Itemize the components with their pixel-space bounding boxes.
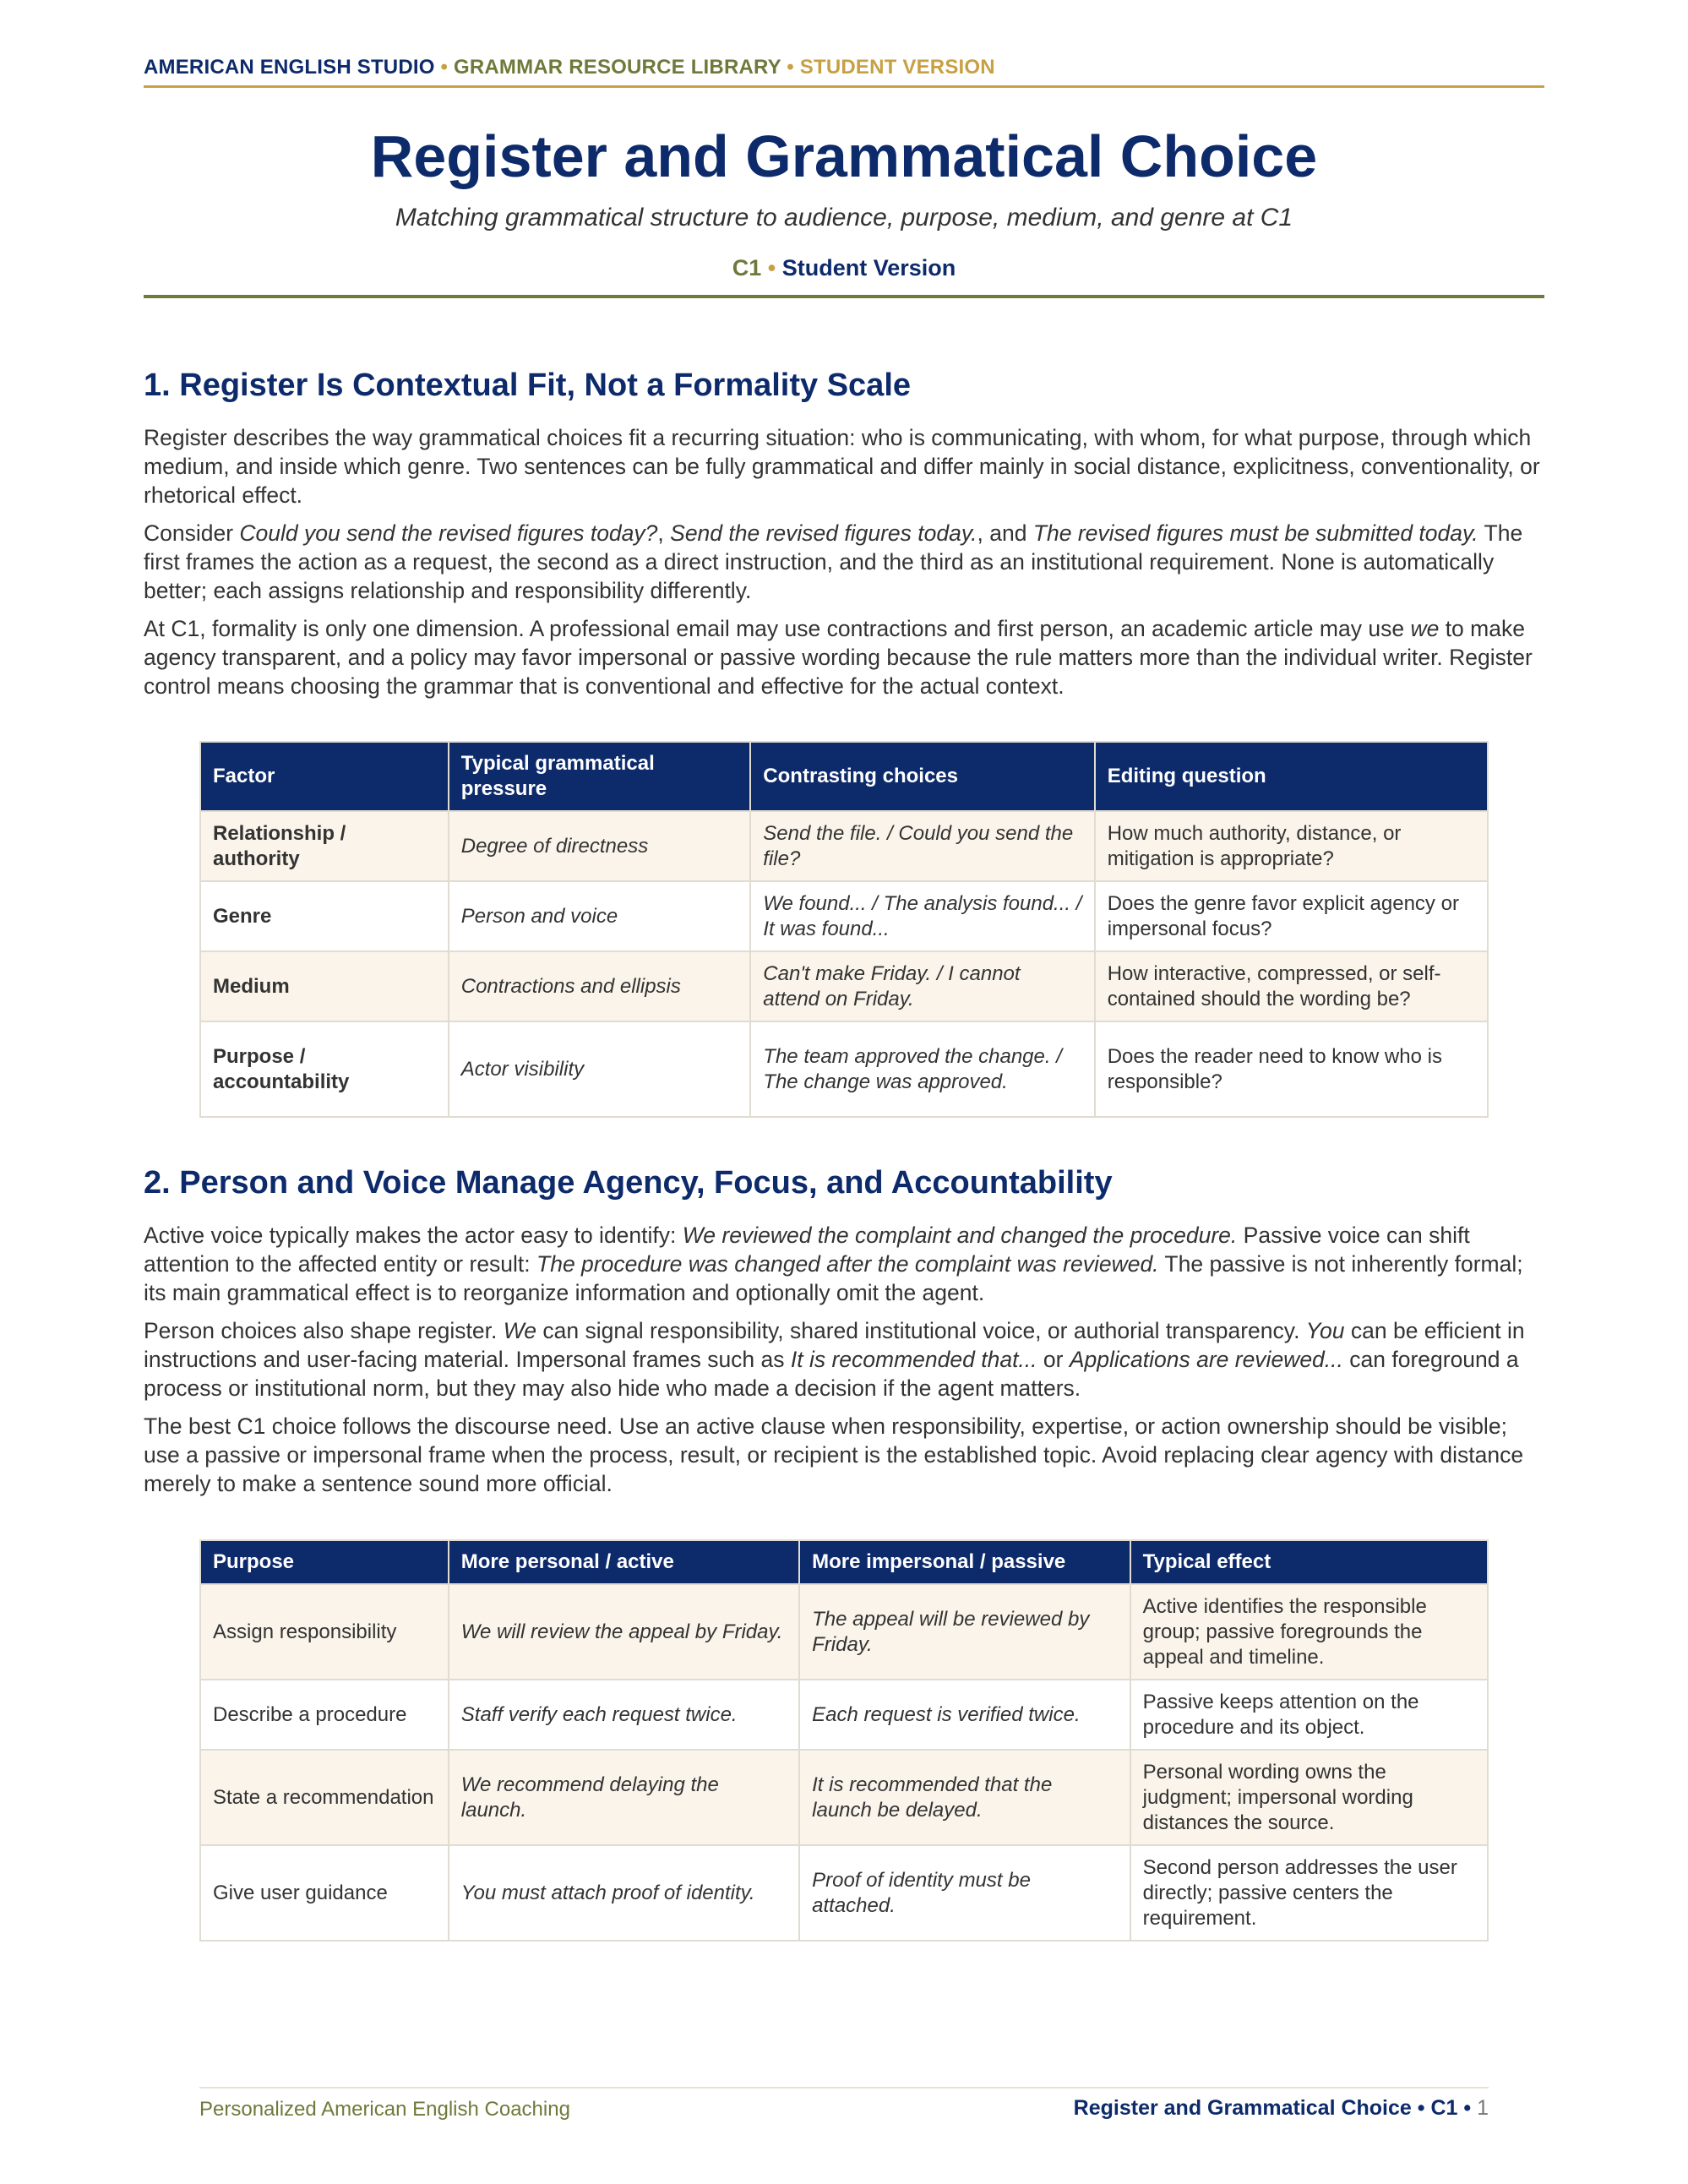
section-2 (144, 1164, 1544, 1507)
text-run: The passive is not inherently formal; its main grammatical effect is to reorganize information and optionally omit the agent. (144, 1250, 1523, 1305)
table-cell: The appeal will be reviewed by Friday. (799, 1584, 1130, 1680)
example-sentence: It is recommended that... (790, 1346, 1037, 1372)
column-header: Typical effect (1130, 1540, 1488, 1584)
table-row (200, 881, 1488, 951)
table-cell: Does the genre favor explicit agency or impersonal focus? (1095, 881, 1488, 951)
table-cell: Does the reader need to know who is responsible? (1095, 1021, 1488, 1117)
table-cell: Degree of directness (449, 811, 751, 881)
text-run: can be efficient in instructions and user-facing material. Impersonal frames such as (144, 1317, 1525, 1372)
example-sentence: The procedure was changed after the complaint was reviewed. (536, 1250, 1159, 1277)
person-voice-table (199, 1539, 1489, 1942)
section-2-heading: 2. Person and Voice Manage Agency, Focus, and Accountability (144, 1165, 1113, 1201)
text-run: can foreground a process or institutional norm, but they may also hide who made a decision if the agent matters. (144, 1346, 1519, 1401)
title-divider (144, 295, 1544, 298)
register-factors-table (199, 741, 1489, 1118)
table-row (200, 1750, 1488, 1845)
table-cell: How much authority, distance, or mitigation is appropriate? (1095, 811, 1488, 881)
table-cell: Contractions and ellipsis (449, 951, 751, 1021)
table-cell: It is recommended that the launch be delayed. (799, 1750, 1130, 1845)
table-row (200, 1021, 1488, 1117)
example-sentence: The revised figures must be submitted today. (1032, 520, 1478, 546)
text-run: can signal responsibility, shared institutional voice, or authorial transparency. (536, 1317, 1306, 1343)
brand-header (144, 56, 995, 79)
table-cell: State a recommendation (200, 1750, 449, 1845)
text-run: Person choices also shape register. (144, 1317, 504, 1343)
level-separator: • (761, 255, 782, 280)
page-number: 1 (1477, 2096, 1489, 2120)
footer-coaching-label: Personalized American English Coaching (199, 2098, 570, 2121)
table-cell: Relationship / authority (200, 811, 449, 881)
section-1-heading: 1. Register Is Contextual Fit, Not a Formality Scale (144, 368, 912, 403)
column-header: More personal / active (449, 1540, 799, 1584)
example-sentence: Send the revised figures today. (670, 520, 977, 546)
page-title: Register and Grammatical Choice (370, 123, 1318, 189)
footer-divider (199, 2087, 1489, 2089)
text-run: Active voice typically makes the actor easy to identify: (144, 1222, 683, 1248)
table-header-row (200, 1540, 1488, 1584)
table-cell: Purpose / accountability (200, 1021, 449, 1117)
column-header: Typical grammatical pressure (449, 742, 751, 811)
level-badge (144, 255, 1544, 281)
table-row (200, 1845, 1488, 1941)
example-sentence: Applications are reviewed... (1069, 1346, 1343, 1372)
footer-separator: • (1411, 2096, 1431, 2120)
table-cell: Assign responsibility (200, 1584, 449, 1680)
table-cell: Send the file. / Could you send the file? (750, 811, 1094, 881)
example-word: You (1305, 1317, 1345, 1343)
text-run: or (1037, 1346, 1070, 1372)
table-cell: Medium (200, 951, 449, 1021)
section-1-paragraph-2 (144, 519, 1544, 605)
table-cell: We found... / The analysis found... / It was found... (750, 881, 1094, 951)
table-cell: Passive keeps attention on the procedure and its object. (1130, 1680, 1488, 1750)
footer-doc-label (1074, 2096, 1489, 2121)
table-cell: Proof of identity must be attached. (799, 1845, 1130, 1941)
text-run: The first frames the action as a request, the second as a direct instruction, and the third as an institutional requirement. None is automatically better; each assigns relationship and responsibility differently. (144, 520, 1523, 603)
section-1-paragraph-1: Register describes the way grammatical choices fit a recurring situation: who is communicating, with whom, for what purpose, through which medium, and inside which genre. Two sentences can be fully grammatical and differ mainly in social distance, explicitness, conventionality, or rhetorical effect. (144, 424, 1540, 508)
footer-level: C1 (1430, 2096, 1458, 2120)
example-sentence: Could you send the revised figures today? (239, 520, 658, 546)
brand-name: AMERICAN ENGLISH STUDIO (144, 56, 435, 79)
table-cell: Give user guidance (200, 1845, 449, 1941)
table-cell: Active identifies the responsible group; passive foregrounds the appeal and timeline. (1130, 1584, 1488, 1680)
text-run: Passive voice can shift attention to the affected entity or result: (144, 1222, 1470, 1277)
section-2-paragraph-2 (144, 1316, 1544, 1402)
library-name: GRAMMAR RESOURCE LIBRARY (453, 56, 781, 79)
table-cell: Describe a procedure (200, 1680, 449, 1750)
table-cell: We will review the appeal by Friday. (449, 1584, 799, 1680)
column-header: Contrasting choices (750, 742, 1094, 811)
column-header: More impersonal / passive (799, 1540, 1130, 1584)
table-row (200, 1584, 1488, 1680)
table-cell: Actor visibility (449, 1021, 751, 1117)
header-divider (144, 85, 1544, 88)
brand-separator: • (434, 56, 454, 79)
section-1 (144, 367, 1544, 710)
section-1-paragraph-3 (144, 614, 1544, 700)
example-word: We (503, 1317, 536, 1343)
table-cell: The team approved the change. / The change was approved. (750, 1021, 1094, 1117)
page-subtitle: Matching grammatical structure to audience, purpose, medium, and genre at C1 (395, 204, 1293, 231)
text-run: to make agency transparent, and a policy may favor impersonal or passive wording because the rule matters more than the individual writer. Register control means choosing the grammar that is conventional and effective for the actual context. (144, 615, 1533, 699)
table-cell: Each request is verified twice. (799, 1680, 1130, 1750)
table-cell: We recommend delaying the launch. (449, 1750, 799, 1845)
column-header: Factor (200, 742, 449, 811)
section-2-paragraph-3: The best C1 choice follows the discourse need. Use an active clause when responsibility, expertise, or action ownership should be visible; use a passive or impersonal frame when the process, result, or recipient is the established topic. Avoid replacing clear agency with distance merely to make a sentence sound more official. (144, 1413, 1524, 1496)
example-word: we (1410, 615, 1440, 641)
table-cell: You must attach proof of identity. (449, 1845, 799, 1941)
table-cell: Personal wording owns the judgment; impersonal wording distances the source. (1130, 1750, 1488, 1845)
version-name: STUDENT VERSION (799, 56, 995, 79)
text-run: Consider (144, 520, 240, 546)
column-header: Purpose (200, 1540, 449, 1584)
text-run: , and (977, 520, 1033, 546)
text-run: At C1, formality is only one dimension. A professional email may use contractions and first person, an academic article may use (144, 615, 1411, 641)
table-header-row (200, 742, 1488, 811)
example-sentence: We reviewed the complaint and changed the procedure. (682, 1222, 1238, 1248)
table-cell: How interactive, compressed, or self-contained should the wording be? (1095, 951, 1488, 1021)
table-cell: Can't make Friday. / I cannot attend on Friday. (750, 951, 1094, 1021)
table-cell: Second person addresses the user directly; passive centers the requirement. (1130, 1845, 1488, 1941)
section-2-paragraph-1 (144, 1221, 1544, 1307)
table-cell: Person and voice (449, 881, 751, 951)
table-cell: Staff verify each request twice. (449, 1680, 799, 1750)
table-row (200, 1680, 1488, 1750)
column-header: Editing question (1095, 742, 1488, 811)
table-cell: Genre (200, 881, 449, 951)
footer-separator: • (1457, 2096, 1478, 2120)
version-label: Student Version (781, 255, 956, 280)
table-row (200, 951, 1488, 1021)
level-label: C1 (732, 255, 762, 280)
text-run: , (657, 520, 671, 546)
table-row (200, 811, 1488, 881)
footer-doc-title: Register and Grammatical Choice (1073, 2096, 1412, 2120)
brand-separator: • (781, 56, 800, 79)
